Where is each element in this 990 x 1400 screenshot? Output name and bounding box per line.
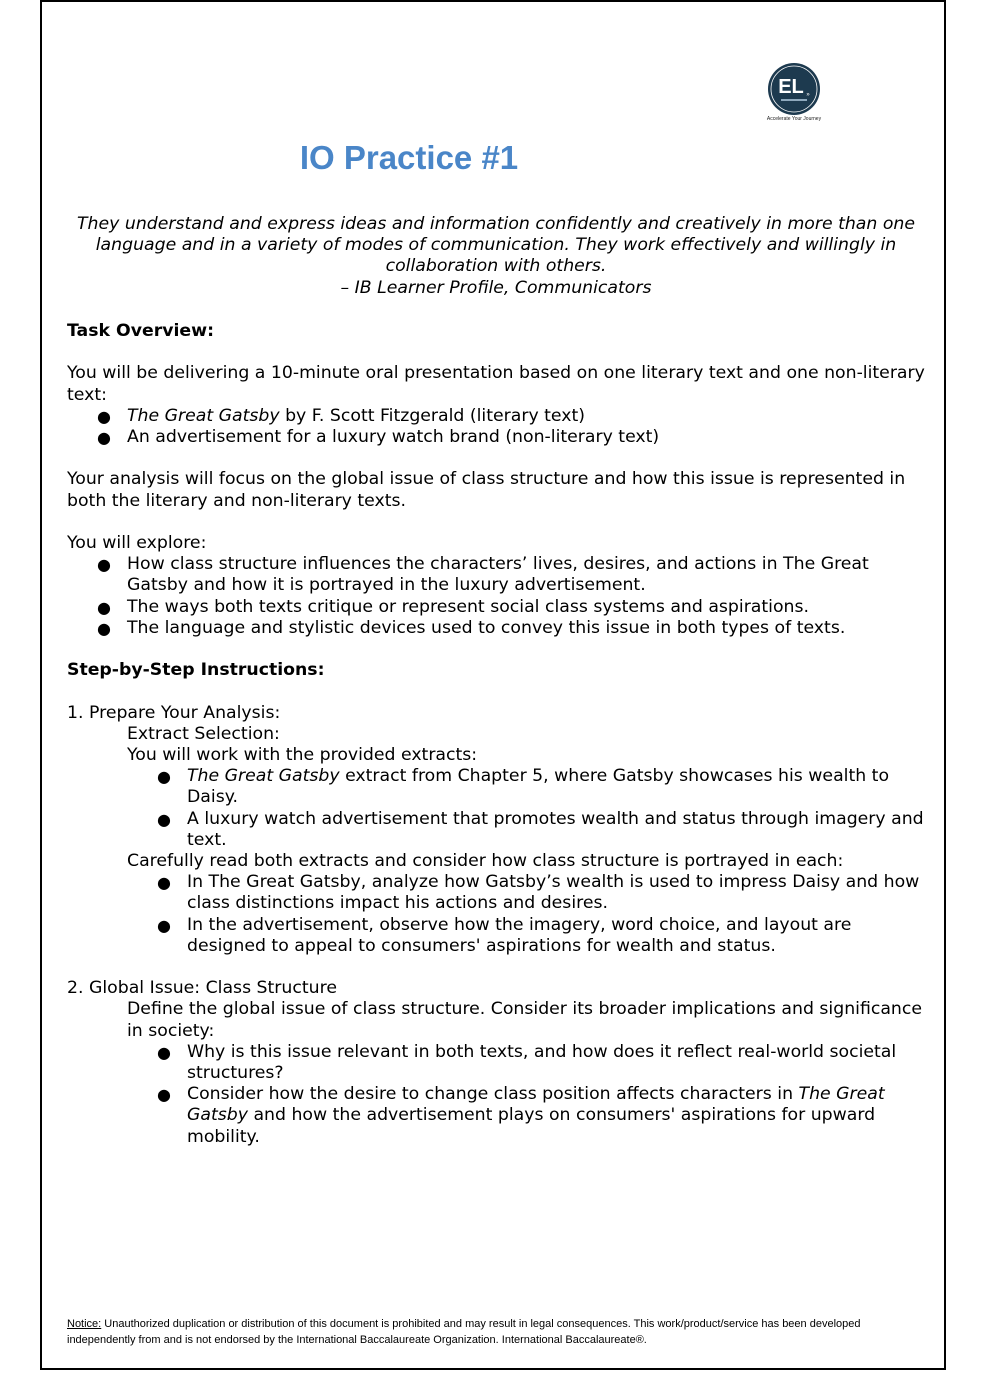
read-points-list (67, 872, 933, 957)
notice-text: Unauthorized duplication or distribution of this document is prohibited and may result in legal consequences. This work/product/service has been developed independently from and is not endorsed by the International Baccalaureate Organization. International Baccalaureate®. (67, 1318, 861, 1346)
list-item: ● Why is this issue relevant in both texts, and how does it reflect real-world societal structures? (67, 1042, 933, 1084)
logo-tagline: Accelerate Your Journey (766, 116, 822, 122)
notice-label: Notice: (67, 1318, 102, 1330)
step-1-subheading: Extract Selection: (127, 723, 280, 744)
text-list (67, 406, 933, 448)
list-item: ● The Great Gatsby by F. Scott Fitzgerald (literary text) (67, 406, 933, 427)
list-item: ● In The Great Gatsby, analyze how Gatsby’s wealth is used to impress Daisy and how class distinctions impact his actions and desires. (67, 872, 933, 914)
explore-list (67, 554, 933, 639)
list-item: ● How class structure influences the characters’ lives, desires, and actions in The Great Gatsby and how it is portrayed in the luxury advertisement. (67, 554, 933, 596)
list-item: ● A luxury watch advertisement that promotes wealth and status through imagery and text. (67, 809, 933, 851)
step-2-points (67, 1042, 933, 1148)
document-body (67, 321, 933, 1148)
legal-notice (67, 1317, 927, 1348)
company-logo (767, 62, 821, 116)
task-overview-heading: Task Overview: (67, 321, 214, 341)
list-item: ● An advertisement for a luxury watch brand (non-literary text) (67, 427, 933, 448)
instructions-heading: Step-by-Step Instructions: (67, 660, 325, 681)
list-item: ● The language and stylistic devices used to convey this issue in both types of texts. (67, 618, 933, 639)
svg-text:»: » (806, 92, 810, 98)
step-1-subintro: You will work with the provided extracts: (127, 744, 478, 765)
step-1-read-intro: Carefully read both extracts and consider how class structure is portrayed in each: (127, 851, 844, 871)
step-2-title: 2. Global Issue: Class Structure (67, 978, 337, 999)
learner-profile-quote (66, 214, 926, 299)
step-1-title: 1. Prepare Your Analysis: (67, 702, 281, 723)
list-item: ● The Great Gatsby extract from Chapter 5, where Gatsby showcases his wealth to Daisy. (67, 766, 933, 808)
task-intro: You will be delivering a 10-minute oral presentation based on one literary text and one non-literary text: (67, 363, 925, 405)
list-item: ● The ways both texts critique or represent social class systems and aspirations. (67, 597, 933, 618)
extracts-list (67, 766, 933, 851)
explore-intro: You will explore: (67, 532, 207, 553)
analysis-focus: Your analysis will focus on the global issue of class structure and how this issue is represented in both the literary and non-literary texts. (67, 469, 906, 511)
step-2-intro: Define the global issue of class structure. Consider its broader implications and significance in society: (127, 999, 923, 1041)
list-item: ● In the advertisement, observe how the imagery, word choice, and layout are designed to appeal to consumers' aspirations for wealth and status. (67, 915, 933, 957)
svg-text:EL: EL (778, 76, 804, 98)
page-title: IO Practice #1 (299, 139, 519, 176)
quote-attribution: – IB Learner Profile, Communicators (340, 277, 652, 298)
list-item: ● Consider how the desire to change class position affects characters in The Great Gatsby and how the advertisement plays on consumers' aspirations for upward mobility. (67, 1084, 933, 1148)
quote-text: They understand and express ideas and information confidently and creatively in more than one language and in a variety of modes of communication. They work effectively and willingly in collaboration with others. (77, 214, 915, 277)
